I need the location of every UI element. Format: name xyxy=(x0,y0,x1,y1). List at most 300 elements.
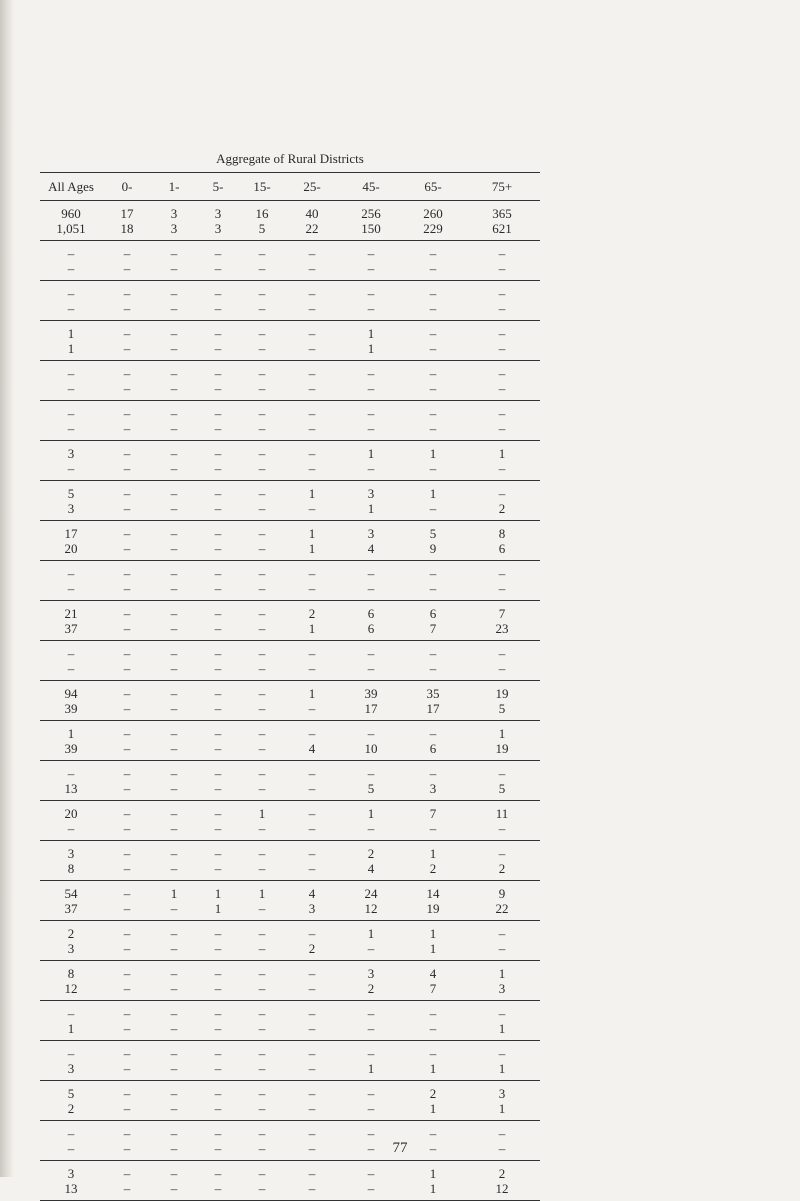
table-cell: 1 xyxy=(498,446,506,461)
table-cell: – xyxy=(240,1101,284,1121)
table-cell: 1 xyxy=(214,886,222,901)
table-cell: – xyxy=(152,741,196,761)
table-cell: – xyxy=(240,461,284,481)
table-cell: – xyxy=(258,606,266,621)
table-cell: – xyxy=(170,646,178,661)
table-cell: – xyxy=(258,486,266,501)
table-row xyxy=(40,661,540,681)
table-cell: – xyxy=(429,366,437,381)
table-cell: – xyxy=(284,1101,340,1121)
table-cell: – xyxy=(308,846,316,861)
table-cell: – xyxy=(170,966,178,981)
table-cell: – xyxy=(258,366,266,381)
table-cell: 8 xyxy=(498,526,506,541)
table-cell: 54 xyxy=(64,886,78,901)
table-cell: – xyxy=(123,966,131,981)
column-header: 15- xyxy=(240,173,284,201)
table-row xyxy=(40,481,540,502)
table-cell: – xyxy=(308,726,316,741)
table-cell: – xyxy=(340,1021,402,1041)
table-cell: 1 xyxy=(464,1061,540,1081)
mortality-table-container xyxy=(40,146,540,1201)
table-cell: – xyxy=(258,1126,266,1141)
table-cell: – xyxy=(196,301,240,321)
table-cell: – xyxy=(284,1181,340,1201)
table-cell: 1 xyxy=(464,1021,540,1041)
table-cell: 17 xyxy=(402,701,464,721)
table-cell: – xyxy=(196,701,240,721)
table-cell: – xyxy=(240,981,284,1001)
table-cell: – xyxy=(340,301,402,321)
table-cell: – xyxy=(152,661,196,681)
table-cell: – xyxy=(214,406,222,421)
table-cell: – xyxy=(170,1046,178,1061)
table-cell: 1 xyxy=(402,941,464,961)
table-row xyxy=(40,1161,540,1182)
table-cell: 3 xyxy=(40,501,102,521)
table-cell: – xyxy=(498,406,506,421)
table-row xyxy=(40,541,540,561)
table-cell: – xyxy=(152,701,196,721)
table-cell: 12 xyxy=(464,1181,540,1201)
table-cell: – xyxy=(123,886,131,901)
table-cell: – xyxy=(102,1181,152,1201)
table-cell: – xyxy=(308,1046,316,1061)
table-cell: – xyxy=(123,566,131,581)
table-cell: – xyxy=(170,726,178,741)
table-cell: – xyxy=(367,1166,375,1181)
table-cell: 1 xyxy=(308,526,316,541)
page-number: 77 xyxy=(392,1140,408,1156)
table-cell: – xyxy=(258,686,266,701)
table-cell: 39 xyxy=(40,701,102,721)
table-cell: 1 xyxy=(40,341,102,361)
table-cell: – xyxy=(152,781,196,801)
table-cell: 150 xyxy=(340,221,402,241)
table-row xyxy=(40,921,540,942)
table-cell: – xyxy=(152,1101,196,1121)
table-cell: 1 xyxy=(340,341,402,361)
table-cell: 37 xyxy=(40,901,102,921)
table-cell: – xyxy=(214,526,222,541)
table-cell: – xyxy=(152,341,196,361)
table-cell: – xyxy=(214,646,222,661)
table-cell: – xyxy=(123,926,131,941)
table-cell: – xyxy=(429,566,437,581)
table-row xyxy=(40,561,540,582)
table-cell: – xyxy=(367,1126,375,1141)
table-cell: – xyxy=(67,1006,75,1021)
table-cell: – xyxy=(214,566,222,581)
table-cell: – xyxy=(196,661,240,681)
table-cell: – xyxy=(170,1086,178,1101)
table-cell: – xyxy=(214,766,222,781)
table-cell: – xyxy=(464,941,540,961)
table-cell: 8 xyxy=(40,861,102,881)
column-header: 25- xyxy=(284,173,340,201)
table-cell: – xyxy=(284,381,340,401)
table-cell: – xyxy=(258,446,266,461)
table-cell: – xyxy=(308,1166,316,1181)
table-cell: – xyxy=(240,1141,284,1161)
table-row xyxy=(40,501,540,521)
table-row xyxy=(40,901,540,921)
table-cell: – xyxy=(123,1086,131,1101)
table-cell: – xyxy=(102,661,152,681)
table-cell: – xyxy=(498,566,506,581)
table-cell: – xyxy=(284,861,340,881)
table-cell: – xyxy=(152,621,196,641)
table-cell: – xyxy=(123,1046,131,1061)
table-cell: – xyxy=(196,581,240,601)
table-cell: 22 xyxy=(464,901,540,921)
table-cell: – xyxy=(340,421,402,441)
table-cell: – xyxy=(308,646,316,661)
table-cell: – xyxy=(402,381,464,401)
table-cell: 35 xyxy=(426,686,440,701)
table-cell: 1 xyxy=(498,966,506,981)
table-cell: – xyxy=(464,661,540,681)
table-row xyxy=(40,941,540,961)
table-cell: – xyxy=(367,286,375,301)
table-cell: – xyxy=(308,806,316,821)
table-cell: – xyxy=(196,861,240,881)
table-cell: 3 xyxy=(464,981,540,1001)
table-cell: – xyxy=(240,661,284,681)
table-cell: – xyxy=(170,766,178,781)
table-cell: – xyxy=(240,381,284,401)
table-cell: – xyxy=(67,246,75,261)
column-header: 1- xyxy=(152,173,196,201)
table-cell: – xyxy=(240,1181,284,1201)
table-cell: – xyxy=(402,301,464,321)
table-cell: – xyxy=(40,421,102,441)
table-cell: – xyxy=(196,781,240,801)
table-cell: 3 xyxy=(40,1061,102,1081)
table-cell: 1 xyxy=(402,1101,464,1121)
table-cell: – xyxy=(214,446,222,461)
table-cell: 2 xyxy=(464,501,540,521)
table-cell: – xyxy=(240,941,284,961)
table-cell: 1 xyxy=(284,541,340,561)
table-row xyxy=(40,881,540,902)
table-cell: – xyxy=(152,901,196,921)
table-cell: – xyxy=(196,1021,240,1041)
table-cell: – xyxy=(464,821,540,841)
table-cell: – xyxy=(240,581,284,601)
table-cell: 2 xyxy=(498,1166,506,1181)
table-title: Aggregate of Rural Districts xyxy=(216,151,364,166)
table-cell: 1 xyxy=(429,926,437,941)
table-row xyxy=(40,1001,540,1022)
table-cell: 17 xyxy=(64,526,78,541)
table-cell: 4 xyxy=(340,861,402,881)
table-cell: 11 xyxy=(495,806,509,821)
table-cell: 22 xyxy=(284,221,340,241)
table-cell: – xyxy=(67,566,75,581)
table-cell: 1 xyxy=(258,886,266,901)
table-cell: – xyxy=(367,566,375,581)
table-cell: – xyxy=(170,606,178,621)
table-cell: – xyxy=(102,901,152,921)
table-cell: – xyxy=(498,1046,506,1061)
table-cell: 3 xyxy=(40,941,102,961)
table-cell: 6 xyxy=(402,741,464,761)
table-cell: – xyxy=(123,446,131,461)
table-cell: – xyxy=(102,341,152,361)
table-cell: – xyxy=(196,621,240,641)
table-row xyxy=(40,861,540,881)
table-cell: – xyxy=(240,301,284,321)
table-cell: 1 xyxy=(367,926,375,941)
table-cell: – xyxy=(258,1046,266,1061)
table-cell: – xyxy=(40,301,102,321)
table-cell: 37 xyxy=(40,621,102,641)
table-cell: – xyxy=(214,1046,222,1061)
table-cell: – xyxy=(123,846,131,861)
table-cell: – xyxy=(429,326,437,341)
table-cell: – xyxy=(170,846,178,861)
table-cell: 2 xyxy=(67,926,75,941)
table-cell: 6 xyxy=(367,606,375,621)
table-cell: – xyxy=(214,326,222,341)
table-cell: – xyxy=(214,486,222,501)
table-row xyxy=(40,981,540,1001)
table-cell: – xyxy=(152,1061,196,1081)
table-cell: 39 xyxy=(364,686,378,701)
table-cell: – xyxy=(429,766,437,781)
table-cell: – xyxy=(367,1046,375,1061)
table-cell: 3 xyxy=(284,901,340,921)
table-cell: – xyxy=(308,326,316,341)
table-cell: – xyxy=(123,646,131,661)
table-cell: – xyxy=(498,1006,506,1021)
table-cell: 3 xyxy=(498,1086,506,1101)
table-cell: 1 xyxy=(429,846,437,861)
table-row xyxy=(40,1021,540,1041)
column-header: 75+ xyxy=(464,173,540,201)
table-cell: 5 xyxy=(67,1086,75,1101)
table-cell: – xyxy=(123,366,131,381)
table-cell: – xyxy=(152,821,196,841)
table-cell: – xyxy=(340,821,402,841)
table-cell: – xyxy=(240,741,284,761)
table-cell: – xyxy=(240,501,284,521)
table-cell: – xyxy=(284,421,340,441)
table-cell: – xyxy=(123,606,131,621)
table-cell: – xyxy=(196,381,240,401)
table-cell: – xyxy=(40,821,102,841)
table-cell: – xyxy=(340,381,402,401)
table-cell: – xyxy=(498,926,506,941)
table-cell: – xyxy=(240,621,284,641)
table-cell: 7 xyxy=(402,981,464,1001)
table-cell: 18 xyxy=(102,221,152,241)
table-cell: – xyxy=(340,941,402,961)
table-cell: 20 xyxy=(40,541,102,561)
table-cell: 1 xyxy=(367,806,375,821)
table-cell: – xyxy=(240,701,284,721)
table-cell: – xyxy=(429,646,437,661)
table-cell: – xyxy=(464,421,540,441)
table-body xyxy=(40,201,540,1201)
table-cell: – xyxy=(123,726,131,741)
table-cell: 4 xyxy=(429,966,437,981)
table-cell: – xyxy=(214,246,222,261)
table-cell: – xyxy=(152,1181,196,1201)
table-cell: – xyxy=(498,1126,506,1141)
table-cell: – xyxy=(284,261,340,281)
table-row xyxy=(40,781,540,801)
table-cell: – xyxy=(67,286,75,301)
table-cell: – xyxy=(284,981,340,1001)
table-cell: 40 xyxy=(305,206,319,221)
table-cell: – xyxy=(340,461,402,481)
table-cell: – xyxy=(170,566,178,581)
table-cell: 19 xyxy=(464,741,540,761)
table-cell: – xyxy=(102,741,152,761)
table-cell: – xyxy=(498,286,506,301)
table-cell: – xyxy=(170,446,178,461)
table-cell: – xyxy=(196,261,240,281)
table-cell: – xyxy=(40,381,102,401)
table-cell: – xyxy=(214,726,222,741)
table-cell: 2 xyxy=(402,861,464,881)
table-cell: 2 xyxy=(464,861,540,881)
table-row xyxy=(40,521,540,542)
table-cell: 1 xyxy=(170,886,178,901)
table-cell: – xyxy=(170,1126,178,1141)
table-cell: – xyxy=(152,541,196,561)
table-cell: – xyxy=(123,766,131,781)
table-cell: 229 xyxy=(402,221,464,241)
table-cell: 13 xyxy=(40,781,102,801)
table-cell: – xyxy=(102,381,152,401)
table-cell: – xyxy=(196,421,240,441)
table-cell: – xyxy=(123,406,131,421)
table-cell: 1 xyxy=(67,326,75,341)
table-cell: – xyxy=(152,421,196,441)
table-cell: – xyxy=(284,661,340,681)
table-cell: 1,051 xyxy=(40,221,102,241)
table-cell: – xyxy=(40,261,102,281)
table-cell: – xyxy=(308,1126,316,1141)
table-cell: – xyxy=(464,1141,540,1161)
table-cell: – xyxy=(102,701,152,721)
table-cell: – xyxy=(340,581,402,601)
table-cell: – xyxy=(240,1061,284,1081)
table-cell: 260 xyxy=(423,206,443,221)
table-cell: 1 xyxy=(402,1061,464,1081)
table-cell: – xyxy=(196,741,240,761)
table-cell: 3 xyxy=(67,446,75,461)
table-cell: – xyxy=(240,781,284,801)
table-cell: – xyxy=(498,646,506,661)
table-cell: – xyxy=(402,461,464,481)
column-header: 65- xyxy=(402,173,464,201)
table-cell: – xyxy=(240,261,284,281)
table-cell: – xyxy=(170,406,178,421)
table-cell: – xyxy=(152,501,196,521)
table-cell: 4 xyxy=(308,886,316,901)
table-cell: – xyxy=(102,581,152,601)
table-cell: 6 xyxy=(340,621,402,641)
table-row xyxy=(40,441,540,462)
table-row xyxy=(40,741,540,761)
table-cell: – xyxy=(67,766,75,781)
table-cell: – xyxy=(308,766,316,781)
table-cell: – xyxy=(240,341,284,361)
table-cell: 4 xyxy=(340,541,402,561)
table-cell: – xyxy=(152,1021,196,1041)
table-cell: – xyxy=(196,1141,240,1161)
table-cell: 2 xyxy=(40,1101,102,1121)
table-row xyxy=(40,1041,540,1062)
table-cell: 5 xyxy=(464,701,540,721)
table-cell: 1 xyxy=(429,1166,437,1181)
table-row xyxy=(40,221,540,241)
table-cell: – xyxy=(214,1126,222,1141)
table-cell: – xyxy=(258,966,266,981)
table-cell: – xyxy=(170,286,178,301)
table-cell: – xyxy=(429,1046,437,1061)
table-cell: – xyxy=(123,806,131,821)
table-cell: – xyxy=(196,501,240,521)
table-cell: – xyxy=(284,821,340,841)
table-cell: – xyxy=(284,301,340,321)
table-cell: 13 xyxy=(40,1181,102,1201)
table-cell: – xyxy=(123,1126,131,1141)
table-cell: – xyxy=(214,1006,222,1021)
column-header: 5- xyxy=(196,173,240,201)
table-cell: – xyxy=(102,781,152,801)
table-cell: 1 xyxy=(402,1181,464,1201)
table-cell: – xyxy=(67,1126,75,1141)
table-cell: – xyxy=(308,1006,316,1021)
table-cell: – xyxy=(258,766,266,781)
table-row xyxy=(40,841,540,862)
table-cell: – xyxy=(402,261,464,281)
table-cell: 39 xyxy=(40,741,102,761)
table-cell: – xyxy=(308,566,316,581)
table-cell: 21 xyxy=(64,606,78,621)
column-header: All Ages xyxy=(40,173,102,201)
table-cell: 3 xyxy=(367,966,375,981)
table-cell: 23 xyxy=(464,621,540,641)
table-cell: – xyxy=(214,366,222,381)
table-cell: – xyxy=(152,1141,196,1161)
table-cell: 5 xyxy=(464,781,540,801)
table-cell: – xyxy=(152,941,196,961)
table-row xyxy=(40,641,540,662)
table-cell: 4 xyxy=(284,741,340,761)
table-cell: – xyxy=(102,261,152,281)
table-cell: – xyxy=(429,726,437,741)
table-cell: – xyxy=(367,766,375,781)
table-cell: – xyxy=(367,646,375,661)
table-cell: – xyxy=(258,406,266,421)
table-row xyxy=(40,201,540,222)
table-cell: – xyxy=(240,821,284,841)
table-cell: – xyxy=(240,901,284,921)
table-row xyxy=(40,241,540,262)
table-cell: – xyxy=(214,286,222,301)
table-cell: – xyxy=(240,421,284,441)
table-cell: 3 xyxy=(367,526,375,541)
table-cell: – xyxy=(196,541,240,561)
table-cell: – xyxy=(498,486,506,501)
table-cell: – xyxy=(123,326,131,341)
